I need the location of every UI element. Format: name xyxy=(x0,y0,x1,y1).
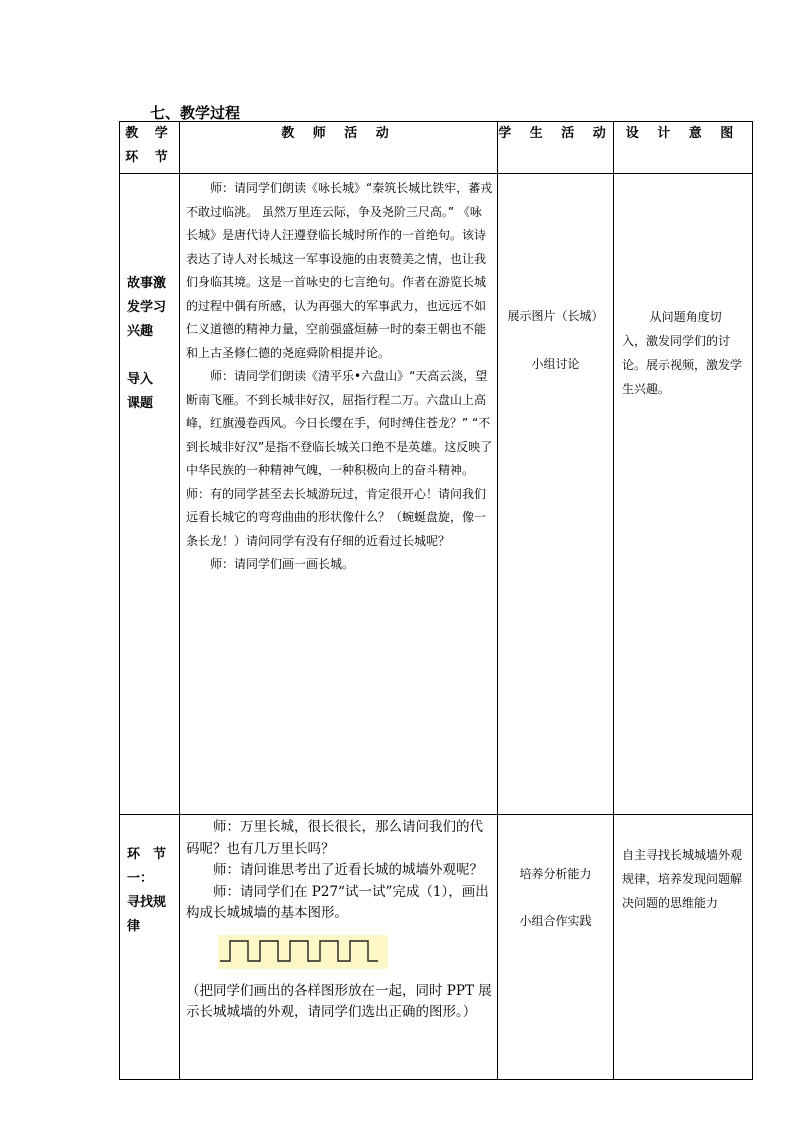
crenellation-line xyxy=(220,941,378,961)
stage-line: 寻找规 xyxy=(127,895,167,910)
teacher-activity-cell xyxy=(180,174,498,815)
stage-line: 环 节 xyxy=(127,847,167,862)
design-text: 自主寻找长城城墙外观规律，培养发现问题解决问题的思维能力 xyxy=(622,848,743,910)
header-teacher-label: 教 师 活 动 xyxy=(281,126,396,141)
header-design xyxy=(614,122,753,174)
stage-cell xyxy=(120,815,180,1080)
header-stage-line2: 环 节 xyxy=(125,150,174,165)
table-row xyxy=(120,174,753,815)
wall-pattern-figure xyxy=(218,935,388,969)
stage-line: 一： xyxy=(127,871,154,886)
stage-line: 故事激 xyxy=(127,276,167,291)
teacher-paragraph: （把同学们画出的各样图形放在一起，同时 PPT 展示长城城墙的外观，请同学们选出正确的图形。） xyxy=(186,982,492,1020)
design-intent-cell xyxy=(614,815,753,1080)
teacher-paragraph: 师：万里长城，很长很长，那么请问我们的代码呢？也有几万里长吗？ xyxy=(186,819,483,857)
student-activity-cell xyxy=(498,815,614,1080)
design-intent-cell xyxy=(614,174,753,815)
stage-line: 兴趣 xyxy=(127,324,154,339)
teaching-process-table xyxy=(119,121,753,1080)
header-design-label: 设 计 意 图 xyxy=(625,126,741,141)
teacher-paragraph: 师：请同学们画一画长城。 xyxy=(210,557,355,571)
header-teacher xyxy=(180,122,498,174)
stage-line: 发学习 xyxy=(127,300,167,315)
stage-line: 律 xyxy=(127,919,141,934)
teacher-paragraph: 师：有的同学甚至去长城游玩过，肯定很开心！请问我们远看长城它的弯弯曲曲的形状像什么？（蜿蜒盘旋，像一条长龙！）请问同学有没有仔细的近看过长城呢？ xyxy=(186,486,487,548)
student-item: 培养分析能力 xyxy=(519,867,592,881)
header-student xyxy=(498,122,614,174)
table-header-row xyxy=(120,122,753,174)
header-stage xyxy=(120,122,180,174)
header-student-label: 学 生 活 动 xyxy=(498,126,613,141)
teacher-paragraph: 师：请同学们朗读《清平乐•六盘山》“天高云淡，望断南飞雁。不到长城非好汉，屈指行程二万。六盘山上高峰，红旗漫卷西风。今日长缨在手，何时缚住苍龙？” “不到长城非好汉”是指不登临长城关口绝不是英雄。这反映了中华民族的一种精神气魄，一种积极向上的奋斗精神。 xyxy=(186,369,493,477)
student-item: 小组合作实践 xyxy=(519,914,592,928)
stage-line xyxy=(127,344,179,368)
table-row xyxy=(120,815,753,1080)
section-title: 七、教学过程 xyxy=(150,104,241,122)
student-item: 展示图片（长城） xyxy=(507,309,604,323)
stage-cell xyxy=(120,174,180,815)
teacher-paragraph: 师：请问谁思考出了近看长城的城墙外观呢？ xyxy=(213,862,483,878)
student-activity-cell xyxy=(498,174,614,815)
header-stage-line1: 教 学 xyxy=(125,126,174,141)
teacher-paragraph: 师：请同学们在 P27“试一试”完成（1），画出构成长城城墙的基本图形。 xyxy=(186,883,489,921)
stage-line: 导入 xyxy=(127,372,154,387)
design-text: 从问题角度切入，激发同学们的讨论。展示视频，激发学生兴趣。 xyxy=(622,310,743,396)
teacher-activity-cell xyxy=(180,815,498,1080)
student-item: 小组讨论 xyxy=(531,357,580,371)
stage-line: 课题 xyxy=(127,396,154,411)
teacher-paragraph: 师：请同学们朗读《咏长城》“秦筑长城比铁牢，蕃戎不敢过临洮。 虽然万里连云际，争及尧阶三尺高。” 《咏长城》是唐代诗人汪遵登临长城时所作的一首绝句。该诗表达了诗人对长城这一军事设施的由衷赞美之情，也让我们身临其境。这是一首咏史的七言绝句。作者在游览长城的过程中偶有所感，认为再强大的军事武力，也远远不如仁义道德的精神力量，空前强盛烜赫一时的秦王朝也不能和上古圣修仁德的尧庭舜阶相提并论。 xyxy=(186,181,493,360)
